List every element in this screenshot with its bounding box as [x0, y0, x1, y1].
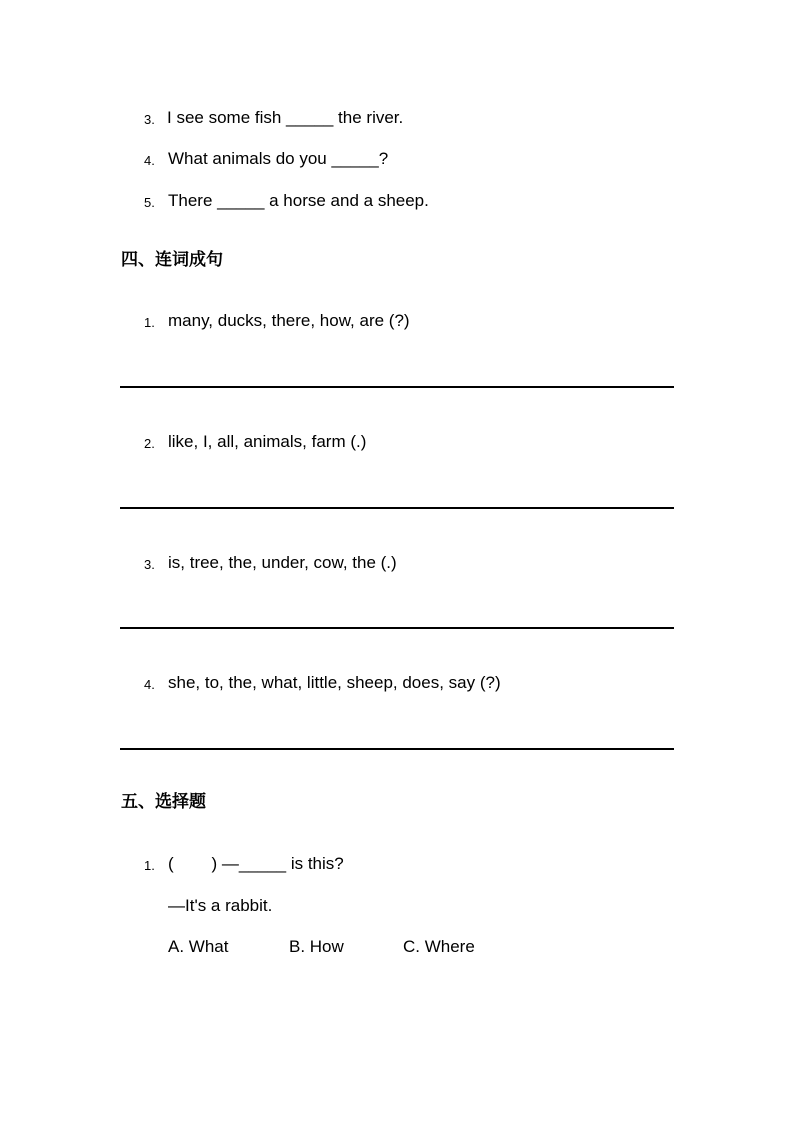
item-number: 4.: [144, 153, 155, 168]
section-heading: 五、选择题: [121, 792, 206, 812]
item-number: 3.: [144, 112, 155, 127]
option-a[interactable]: A. What: [168, 937, 229, 956]
option-c[interactable]: C. Where: [403, 937, 475, 956]
question-text: ( ) —_____ is this?: [168, 854, 344, 873]
fill-blank-sentence: There _____ a horse and a sheep.: [168, 191, 429, 210]
item-number: 1.: [144, 315, 155, 330]
answer-line[interactable]: [120, 507, 674, 509]
answer-line[interactable]: [120, 386, 674, 388]
option-b[interactable]: B. How: [289, 937, 344, 956]
word-list: she, to, the, what, little, sheep, does, say (?): [168, 673, 501, 692]
word-list: is, tree, the, under, cow, the (.): [168, 553, 397, 572]
word-list: like, I, all, animals, farm (.): [168, 432, 367, 451]
fill-blank-sentence: What animals do you _____?: [168, 149, 389, 168]
item-number: 4.: [144, 677, 155, 692]
item-number: 3.: [144, 557, 155, 572]
answer-text: —It's a rabbit.: [168, 896, 273, 915]
item-number: 5.: [144, 195, 155, 210]
item-number: 2.: [144, 436, 155, 451]
section-heading: 四、连词成句: [121, 250, 223, 270]
word-list: many, ducks, there, how, are (?): [168, 311, 410, 330]
item-number: 1.: [144, 858, 155, 873]
fill-blank-sentence: I see some fish _____ the river.: [167, 108, 404, 127]
answer-line[interactable]: [120, 748, 674, 750]
answer-line[interactable]: [120, 627, 674, 629]
